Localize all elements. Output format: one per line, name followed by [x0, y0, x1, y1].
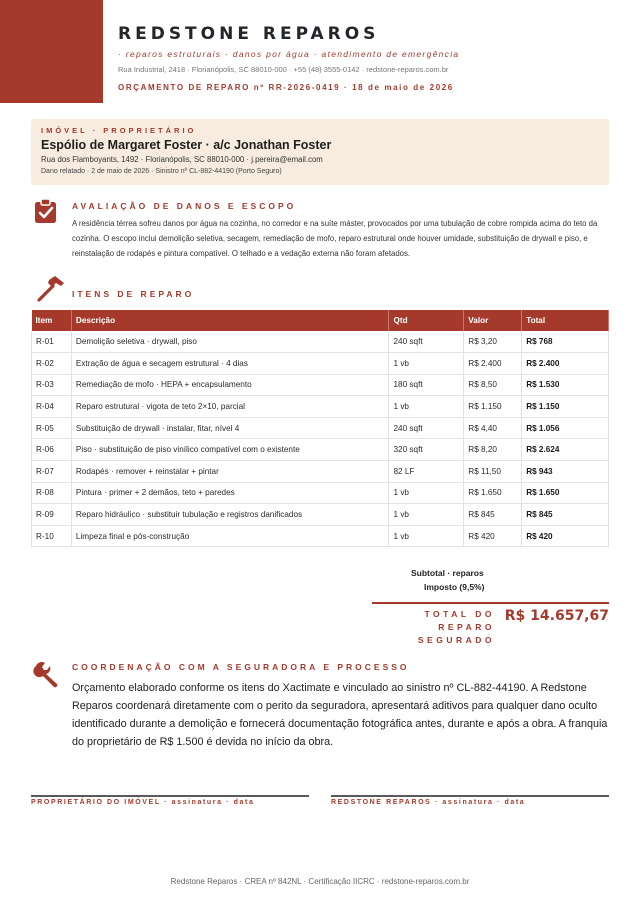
- item-quantity: 1 vb: [389, 353, 464, 375]
- item-quantity: 1 vb: [389, 482, 464, 504]
- column-header-total: Total: [522, 310, 609, 331]
- brand-color-block: [0, 0, 103, 103]
- coordination-body: Orçamento elaborado conforme os itens do Xactimate e vinculado ao sinistro nº CL-882-44190. A Redstone Reparos coordenará diretamente com o perito da seguradora, apresentará aditivos para qualquer dano oculto identificado durante a demolição e fornecerá documentação fotográfica antes, durante e após a obra. A franquia do proprietário de R$ 1.500 é devida no início da obra.: [72, 682, 608, 748]
- hammer-icon: [36, 275, 66, 303]
- item-rate: R$ 11,50: [464, 461, 522, 483]
- item-id: R-01: [32, 331, 72, 353]
- item-id: R-04: [32, 396, 72, 418]
- table-row: [32, 417, 609, 439]
- item-rate: R$ 3,20: [464, 331, 522, 353]
- owner-name: Espólio de Margaret Foster · a/c Jonathan Foster: [41, 138, 332, 152]
- item-total: R$ 1.056: [522, 417, 609, 439]
- owner-signature-label: PROPRIETÁRIO DO IMÓVEL · assinatura · data: [31, 799, 255, 806]
- item-description: Extração de água e secagem estrutural · 4 dias: [71, 353, 389, 375]
- item-quantity: 82 LF: [389, 461, 464, 483]
- item-total: R$ 2.400: [522, 353, 609, 375]
- item-rate: R$ 8,50: [464, 374, 522, 396]
- table-row: [32, 353, 609, 375]
- item-quantity: 1 vb: [389, 396, 464, 418]
- clipboard-check-icon: [33, 198, 59, 224]
- item-id: R-02: [32, 353, 72, 375]
- item-quantity: 1 vb: [389, 504, 464, 526]
- company-contact: Rua Industrial, 2418 · Florianópolis, SC 88010-000 · +55 (48) 3555-0142 · redstone-reparos.com.br: [118, 65, 449, 74]
- item-description: Rodapés · remover + reinstalar + pintar: [71, 461, 389, 483]
- items-title: ITENS DE REPARO: [72, 289, 195, 299]
- tax-label: Imposto (9,5%): [424, 582, 485, 592]
- item-rate: R$ 845: [464, 504, 522, 526]
- assessment-body: A residência térrea sofreu danos por água na cozinha, no corredor e na suíte máster, provocados por uma tubulação de cobre rompida acima do teto da cozinha. O escopo inclui demolição seletiva, secagem, remediação de mofo, reparo estrutural onde houver umidade, substituição de drywall e piso, e reinstalação de rodapés e pintura compatível. O telhado e a vedação externa não foram afetados.: [72, 219, 598, 258]
- item-quantity: 1 vb: [389, 525, 464, 547]
- table-header-row: [32, 310, 609, 331]
- item-description: Demolição seletiva · drywall, piso: [71, 331, 389, 353]
- property-panel: [31, 119, 609, 185]
- letterhead: [118, 24, 618, 92]
- grand-total-value: R$ 14.657,67: [504, 608, 609, 624]
- item-total: R$ 943: [522, 461, 609, 483]
- company-name: REDSTONE REPAROS: [118, 24, 380, 44]
- item-total: R$ 1.150: [522, 396, 609, 418]
- item-rate: R$ 2.400: [464, 353, 522, 375]
- item-total: R$ 2.624: [522, 439, 609, 461]
- item-rate: R$ 1.150: [464, 396, 522, 418]
- item-quantity: 240 sqft: [389, 331, 464, 353]
- item-description: Reparo estrutural · vigota de teto 2×10, parcial: [71, 396, 389, 418]
- item-description: Piso · substituição de piso vinílico compatível com o existente: [71, 439, 389, 461]
- subtotal-label: Subtotal · reparos: [411, 568, 484, 578]
- assessment-title: AVALIAÇÃO DE DANOS E ESCOPO: [72, 201, 297, 211]
- item-description: Reparo hidráulico · substituir tubulação e registros danificados: [71, 504, 389, 526]
- coordination-title: COORDENAÇÃO COM A SEGURADORA E PROCESSO: [72, 662, 410, 672]
- item-total: R$ 845: [522, 504, 609, 526]
- item-total: R$ 420: [522, 525, 609, 547]
- item-id: R-05: [32, 417, 72, 439]
- column-header-rate: Valor: [464, 310, 522, 331]
- column-header-description: Descrição: [71, 310, 389, 331]
- column-header-item: Item: [32, 310, 72, 331]
- item-rate: R$ 420: [464, 525, 522, 547]
- item-total: R$ 1.650: [522, 482, 609, 504]
- wrench-icon: [33, 660, 61, 688]
- item-id: R-09: [32, 504, 72, 526]
- item-description: Pintura · primer + 2 demãos, teto + paredes: [71, 482, 389, 504]
- company-tagline: · reparos estruturais · danos por água · atendimento de emergência: [118, 49, 460, 59]
- totals-divider: [372, 602, 609, 604]
- estimate-reference: ORÇAMENTO DE REPARO nº RR-2026-0419 · 18 de maio de 2026: [118, 83, 454, 92]
- item-rate: R$ 1.650: [464, 482, 522, 504]
- claim-info: Dano relatado · 2 de maio de 2026 · Sinistro nº CL-882-44190 (Porto Seguro): [41, 168, 282, 175]
- company-signature-line: [331, 795, 609, 797]
- repair-items-table: [31, 310, 609, 547]
- table-row: [32, 504, 609, 526]
- company-signature-label: REDSTONE REPAROS · assinatura · data: [331, 799, 526, 806]
- item-id: R-10: [32, 525, 72, 547]
- item-id: R-03: [32, 374, 72, 396]
- item-total: R$ 768: [522, 331, 609, 353]
- table-row: [32, 482, 609, 504]
- property-label: IMÓVEL · PROPRIETÁRIO: [41, 126, 197, 135]
- item-id: R-07: [32, 461, 72, 483]
- table-row: [32, 396, 609, 418]
- page-footer: Redstone Reparos · CREA nº 842NL · Certificação IICRC · redstone-reparos.com.br: [170, 877, 470, 886]
- table-row: [32, 525, 609, 547]
- table-row: [32, 439, 609, 461]
- table-row: [32, 374, 609, 396]
- column-header-quantity: Qtd: [389, 310, 464, 331]
- item-id: R-08: [32, 482, 72, 504]
- item-quantity: 320 sqft: [389, 439, 464, 461]
- owner-signature-line: [31, 795, 309, 797]
- grand-total-label: TOTAL DO REPARO SEGURADO: [417, 609, 495, 645]
- item-description: Remediação de mofo · HEPA + encapsulamento: [71, 374, 389, 396]
- item-description: Limpeza final e pós-construção: [71, 525, 389, 547]
- item-rate: R$ 4,40: [464, 417, 522, 439]
- table-row: [32, 461, 609, 483]
- property-address: Rua dos Flamboyants, 1492 · Florianópolis, SC 88010-000 · j.pereira@email.com: [41, 155, 323, 164]
- item-description: Substituição de drywall · instalar, fitar, nível 4: [71, 417, 389, 439]
- table-row: [32, 331, 609, 353]
- item-quantity: 180 sqft: [389, 374, 464, 396]
- item-rate: R$ 8,20: [464, 439, 522, 461]
- item-quantity: 240 sqft: [389, 417, 464, 439]
- item-id: R-06: [32, 439, 72, 461]
- item-total: R$ 1.530: [522, 374, 609, 396]
